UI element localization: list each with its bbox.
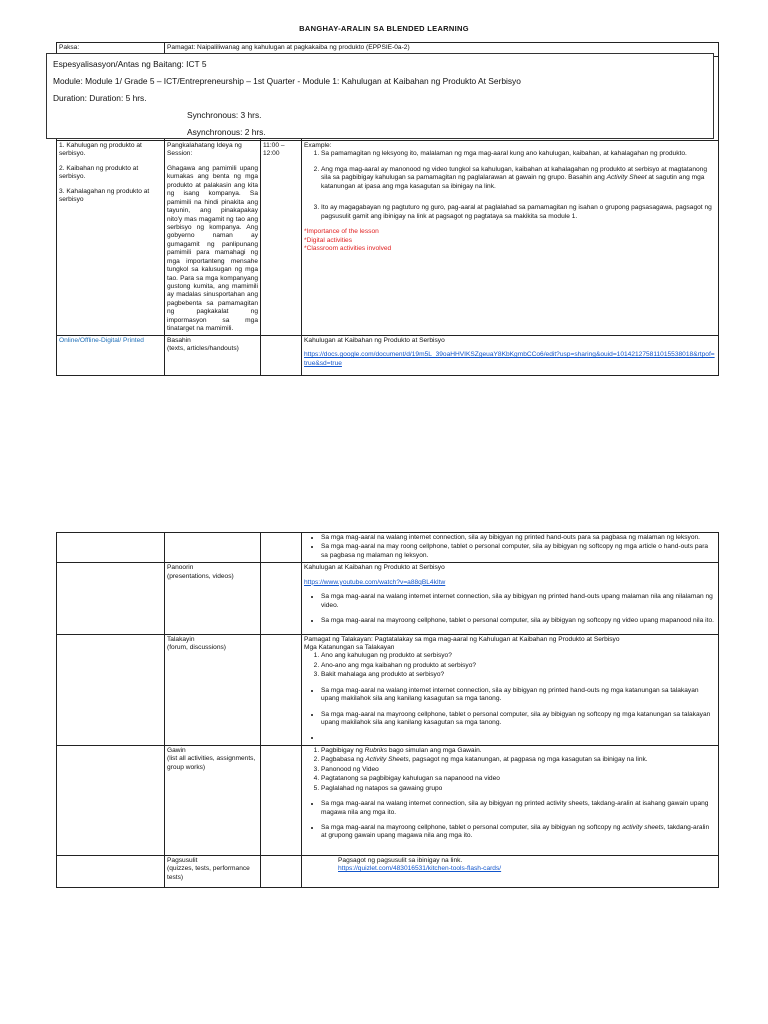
talakayin-cell xyxy=(165,634,261,745)
emphasis-text: Rubriks xyxy=(364,746,387,754)
objectives-cell xyxy=(57,141,165,336)
emphasis-text: Activity Sheet xyxy=(606,174,647,182)
time-text: 11:00 – 12:00 xyxy=(263,142,285,158)
online-option: • Sa mga mag-aaral na mayroong cellphone, tablet o personal computer, sila ay bibigyan ng softcopy ng video upang mapanood nila ito. xyxy=(321,617,716,625)
example-label: Example: xyxy=(304,142,332,149)
pagsusulit-label: Pagsusulit xyxy=(167,856,198,864)
basahin-options-cell xyxy=(302,533,719,563)
paksa-text: Pamagat: Naipaliliwanag ang kahulugan at pagkakaiba ng produkto (EPPSIE-0a-2) xyxy=(165,43,719,57)
basahin-heading: Kahulugan at Kaibahan ng Produkto at Serbisyo xyxy=(304,336,445,344)
emphasis-text: activity sheets xyxy=(622,823,664,831)
youtube-link[interactable]: https://www.youtube.com/watch?v=a88qBL4kItw xyxy=(304,578,446,586)
note-digital: *Digital activities xyxy=(304,236,353,244)
empty-time-cell xyxy=(261,335,302,375)
lesson-plan-table-bottom xyxy=(56,532,719,888)
panoorin-content-cell xyxy=(302,563,719,634)
pagsusulit-row xyxy=(57,855,719,887)
empty-cell xyxy=(261,745,302,855)
talakayin-label: Talakayin xyxy=(167,635,195,643)
gawin-row xyxy=(57,745,719,855)
gawin-content-cell xyxy=(302,745,719,855)
procedure-step: 1. Sa pamamagitan ng leksyong ito, malalaman ng mga mag-aaral kung ano kahulugan, kaibahan, at kahalagahan ng produkto. xyxy=(321,150,716,158)
online-option: • Sa mga mag-aaral na mayroong cellphone, tablet o personal computer, sila ay bibigyan ng softcopy ng activity sheets, takdang-aralin at grupong gawain upang magawa nila ang mga ito. xyxy=(321,824,716,841)
module-text: Module: Module 1/ Grade 5 – ICT/Entrepreneurship – 1st Quarter - Module 1: Kahulugan at Kaibahan ng Produkto At Serbisyo xyxy=(53,76,521,86)
online-option: • Sa mga mag-aaral na mayroong cellphone, tablet o personal computer, sila ay bibigyan ng softcopy ng mga katanungan sa talakayan upang makilahok sila ang kanilang kasagutan sa mga tanong. xyxy=(321,711,716,728)
session-idea-text: Ghagawa ang pamimili upang kumakas ang benta ng mga produkto at palakasin ang kita ng isang kompanya. Sa pamimili na hindi pinakita ang tayunin, ang pinakapakay nito'y mas magamit ng tao ang serbisyo ng kompanya. Ang gobyerno naman ay gumagamit ng panlipunang pamimili para mamahagi ng mga importanteng mensahe tungkol sa kalusugan ng mga tao. Para sa mga kompanyang gustong kumita, ang mamimili ay madalas sinusportahan ang pagbebenta sa pamamagitan ng pagkakalat ng impormasyon sa mga tinatarget na mamimili. xyxy=(167,164,258,333)
empty-cell xyxy=(57,855,165,887)
empty-cell xyxy=(57,563,165,634)
basahin-continued-row xyxy=(57,533,719,563)
discussion-question: 3. Bakit mahalaga ang produkto at serbisyo? xyxy=(321,671,716,679)
procedure-step: 2. Ang mga mag-aaral ay manonood ng video tungkol sa kahulugan, kaibahan at kahalagahan ng produkto at serbisyo at magtatanong sila sa pagbibigay kahulugan sa pamamagitan ng paglalarawan at gawain ng grupo. Basahin ang Activity Sheet at sagutin ang mga katanungan at ipasa ang mga kasagutan sa ibinigay na link. xyxy=(321,166,716,191)
discussion-question: 2. Ano-ano ang mga kaibahan ng produkto at serbisyo? xyxy=(321,662,716,670)
mode-label: Online/Offline-Digital/ Printed xyxy=(57,335,165,375)
time-cell xyxy=(261,141,302,336)
objective-item: 1. Kahulugan ng produkto at serbisyo. xyxy=(59,142,142,158)
main-row xyxy=(57,141,719,336)
offline-option: • Sa mga mag-aaral na walang internet internet connection, sila ay bibigyan ng printed hand-outs ng mga katanungan sa talakayan upang makilahok sila ang kanilang kasagutan sa mga tanong. xyxy=(321,687,716,704)
page-title: BANGHAY-ARALIN SA BLENDED LEARNING xyxy=(299,24,469,33)
quizlet-link[interactable]: https://quizlet.com/483016531/kitchen-tools-flash-cards/ xyxy=(338,865,502,873)
online-row xyxy=(57,335,719,375)
online-option: • Sa mga mag-aaral na may roong cellphone, tablet o personal computer, sila ay bibigyan ng softcopy ng mga article o hand-outs para sa pagbasa ng malaman ng leksyon. xyxy=(321,543,716,560)
basahin-label: Basahin xyxy=(167,336,191,344)
discussion-question: 1. Ano ang kahulugan ng produkto at serbisyo? xyxy=(321,652,716,660)
panoorin-sub: (presentations, videos) xyxy=(167,572,234,580)
objective-item: 3. Kahalagahan ng produkto at serbisyo xyxy=(59,187,150,204)
gawin-sub: (list all activities, assignments, group works) xyxy=(167,755,256,771)
procedure-step: 3. Ito ay magagabayan ng pagtuturo ng guro, pag-aaral at paglalahad sa pamamagitan ng isahan o grupong pagsasagawa, pagsagot ng pagsusulit gamit ang ibinigay na link at pagsagot ng pagtataya sa makikita sa module 1. xyxy=(321,204,716,221)
pagsusulit-sub: (quizzes, tests, performance tests) xyxy=(167,865,250,881)
offline-option: • Sa mga mag-aaral na walang internet connection, sila ay bibigyan ng printed activity sheets, takdang-aralin at isahang gawain upang magawa nila ang mga ito. xyxy=(321,800,716,817)
offline-option: • Sa mga mag-aaral na walang internet connection, sila ay bibigyan ng printed hand-outs para sa pagbasa ng malaman ng leksyon. xyxy=(321,534,716,542)
synchronous-text: Synchronous: 3 hrs. xyxy=(187,110,262,120)
talakayin-heading: Pamagat ng Talakayan: Pagtatalakay sa mga mag-aaral ng Kahulugan at Kaibahan ng Produkto at Serbisyo xyxy=(304,635,620,643)
talakayin-sub: (forum, discussions) xyxy=(167,643,226,651)
offline-option: • Sa mga mag-aaral na walang internet internet connection, sila ay bibigyan ng printed hand-outs upang malaman nila ang nilalaman ng video. xyxy=(321,593,716,610)
espesyalisasyon-text: Espesyalisasyon/Antas ng Baitang: ICT 5 xyxy=(53,59,207,69)
basahin-content-cell xyxy=(302,335,719,375)
activity-step: 1. Pagbibigay ng Rubriks bago simulan ang mga Gawain. xyxy=(321,747,716,755)
panoorin-heading: Kahulugan at Kaibahan ng Produkto at Serbisyo xyxy=(304,564,445,572)
talakayin-content-cell xyxy=(302,634,719,745)
empty-cell xyxy=(57,634,165,745)
pagsusulit-cell xyxy=(165,855,261,887)
note-importance: *Importance of the lesson xyxy=(304,228,379,236)
objective-item: 2. Kaibahan ng produkto at serbisyo. xyxy=(59,164,139,181)
talakayin-subheading: Mga Katanungan sa Talakayan xyxy=(304,643,395,651)
basahin-cell xyxy=(165,335,261,375)
panoorin-row xyxy=(57,563,719,634)
emphasis-text: Activity Sheets xyxy=(365,756,409,764)
empty-cell xyxy=(165,533,261,563)
activity-step: 5. Paglalahad ng natapos sa gawaing grupo xyxy=(321,785,716,793)
activity-step: 3. Panonood ng Video xyxy=(321,766,716,774)
empty-cell xyxy=(57,745,165,855)
basahin-sub: (texts, articles/handouts) xyxy=(167,345,239,353)
empty-cell xyxy=(261,563,302,634)
note-classroom: *Classroom activities involved xyxy=(304,244,392,252)
empty-cell xyxy=(261,855,302,887)
duration-text: Duration: Duration: 5 hrs. xyxy=(53,93,147,103)
empty-cell xyxy=(57,533,165,563)
basahin-link[interactable]: https://docs.google.com/document/d/19m5L_39oaHHVIKSZgeuaY8KbKgmbCCo6/edit?usp=sharing&ouid=101421275811015538018&rtpof=true&sd=true xyxy=(304,351,715,367)
panoorin-label: Panoorin xyxy=(167,564,194,572)
pagsusulit-text: Pagsagot ng pagsusulit sa ibinigay na link. xyxy=(338,856,463,864)
info-popup xyxy=(46,53,714,139)
panoorin-cell xyxy=(165,563,261,634)
empty-bullet xyxy=(321,734,716,742)
session-idea-label: Pangkalahatang Ideya ng Session: xyxy=(167,142,242,158)
asynchronous-text: Asynchronous: 2 hrs. xyxy=(187,127,266,137)
pagsusulit-content-cell xyxy=(302,855,719,887)
paksa-label: Paksa: xyxy=(57,43,165,57)
talakayin-row xyxy=(57,634,719,745)
gawin-label: Gawin xyxy=(167,746,186,754)
session-idea-cell xyxy=(165,141,261,336)
gawin-cell xyxy=(165,745,261,855)
empty-cell xyxy=(261,634,302,745)
procedure-cell xyxy=(302,141,719,336)
activity-step: 2. Pagbabasa ng Activity Sheets, pagsagot ng mga katanungan, at pagpasa ng mga kasagutan sa ibinigay na link. xyxy=(321,756,716,764)
empty-cell xyxy=(261,533,302,563)
activity-step: 4. Pagtatanong sa pagbibigay kahulugan sa napanood na video xyxy=(321,775,716,783)
